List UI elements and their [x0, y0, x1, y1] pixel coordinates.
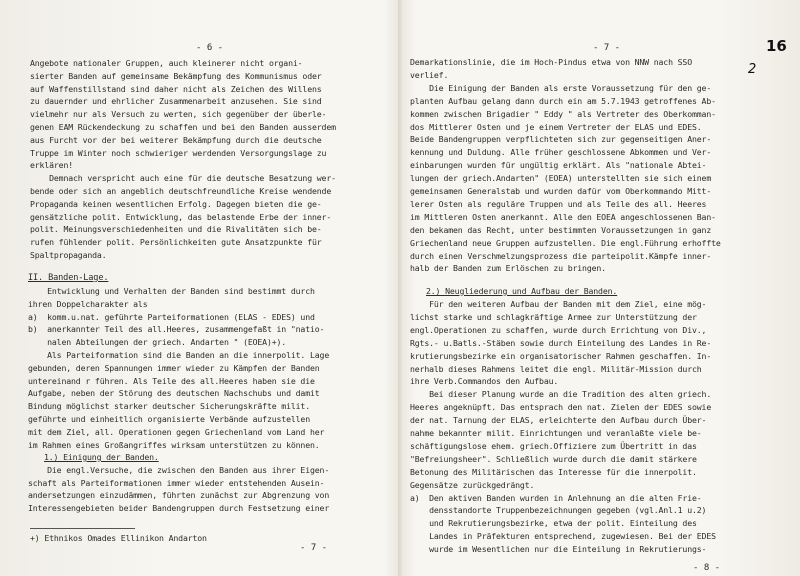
right-body-line: den bekamen das Recht, unter bestimmten Voraussetzungen in ganz [410, 224, 712, 235]
left-section-line: gebunden, deren Spannungen immer wieder zu Kämpfen der Banden [28, 362, 320, 373]
left-top-page-number: - 6 - [196, 43, 224, 53]
footnote-rule [30, 528, 135, 529]
right-body-line: im Mittleren Osten anerkannt. Alle den EOEA angeschlossenen Ban- [410, 211, 716, 222]
left-body-line: Demnach verspricht auch eine für die deutsche Besatzung wer- [30, 173, 336, 184]
right-sub-line: schäftigungslose ehem. griech.Offiziere zum Übertritt in das [410, 440, 697, 451]
right-sub-line: wurde im Wesentlichen nur die Einteilung in Rekrutierungs- [410, 544, 707, 555]
left-section-line: b) anerkannter Teil des all.Heeres, zusammengefaßt in "natio- [28, 324, 325, 335]
left-section-line: ihren Doppelcharakter als [28, 298, 148, 309]
right-top-page-number: - 7 - [593, 43, 621, 53]
right-body-line: gemeinsamen Generalstab und wurden dafür vom Oberkommando Mitt- [410, 186, 712, 196]
right-sub-line: Rgts.- u.Batls.-Stäben sowie durch Einteilung des Landes in Re- [410, 337, 712, 348]
right-body-line: lerer Osten als reguläre Truppen und als Teile des all. Heeres [410, 198, 707, 209]
left-subheading: 1.) Einigung der Banden. [44, 452, 159, 462]
right-sub-line: Für den weiteren Aufbau der Banden mit dem Ziel, eine mög- [410, 299, 707, 309]
right-sub-line: der nat. Tarnung der ELAS, erleichterte den Aufbau durch Über- [410, 415, 707, 426]
right-body-line: planten Aufbau gelang dann durch ein am 5.7.1943 getroffenes Ab- [410, 95, 716, 106]
right-body-line: verlief. [410, 69, 449, 80]
left-section-line: Entwicklung und Verhalten der Banden sind bestimmt durch [28, 286, 315, 296]
left-body-line: vielmehr nur als Versuch zu werten, sich gegenüber der überle- [30, 109, 327, 120]
left-section-line: a) komm.u.nat. geführte Parteiformationen (ELAS - EDES) und [28, 311, 315, 322]
left-section-heading: II. Banden-Lage. [28, 273, 109, 283]
left-section-line: Aufgabe, neben der Störung des deutschen Nachschubs und damit [28, 388, 320, 399]
left-body-line: rufen fühlender polit. Persönlichkeiten gute Ansatzpunkte für [30, 237, 322, 248]
right-bottom-page-number: - 8 - [693, 563, 721, 573]
right-body-line: Griechenland neue Gruppen aufzustellen. Die engl.Führung erhoffte [410, 237, 721, 248]
left-body-line: auf Waffenstillstand sind daher nicht als Zeichen des Willens [30, 83, 322, 94]
handwritten-mark: 2 [748, 62, 757, 77]
left-body-line: Angebote nationaler Gruppen, auch kleinerer nicht organi- [30, 58, 303, 68]
right-body-line: einbarungen wurden für ungültig erklärt. Als "nationale Abtei- [410, 160, 707, 171]
left-body-line: bende oder sich an angeblich deutschfreundliche Kreise wendende [30, 186, 332, 196]
right-subheading: 2.) Neugliederung und Aufbau der Banden. [426, 286, 618, 296]
handwritten-page-number: 16 [766, 37, 787, 55]
right-body-line: Demarkationslinie, die im Hoch-Pindus etwa von NNW nach SSO [410, 57, 692, 67]
right-body-line: durch einen Verschmelzungsprozess die parteipolit.Kämpfe inner- [410, 250, 712, 261]
left-body-line: aus Furcht vor der bei weiterer Bekämpfung durch die deutsche [30, 134, 322, 145]
left-section-line: untereinand r führen. Als Teile des all.Heeres haben sie die [28, 375, 315, 386]
right-page [400, 0, 800, 576]
left-section-line: mit dem Ziel, all. Operationen gegen Griechenland vom Land her [28, 426, 325, 437]
right-body-line: dos Mittlerer Osten und je einem Vertreter der ELAS und EDES. [410, 121, 702, 132]
left-sub-line: Die engl.Versuche, die zwischen den Banden aus ihrer Eigen- [28, 465, 330, 475]
right-sub-line: Betonung des Militärischen das Interesse für die innerpolit. [410, 466, 697, 477]
left-sub-line: Interessengebieten beider Bandengruppen durch Festsetzung einer [28, 502, 330, 513]
right-sub-line: lichst starke und schlagkräftige Armee zur Unterstützung der [410, 311, 697, 322]
left-section-line: nalen Abteilungen der griech. Andarten " (EOEA)+). [28, 337, 287, 348]
left-sub-line: andersetzungen einzudämmen, führten zunächst zur Abgrenzung von [28, 490, 330, 501]
right-sub-line: Landes in Präfekturen entsprechend, zugewiesen. Bei der EDES [410, 531, 716, 542]
left-section-line: im Rahmen eines Großangriffes wirksam unterstützen zu können. [28, 439, 320, 450]
right-sub-line: nahme bekannter milit. Einrichtungen und veranlaßte viele be- [410, 428, 702, 438]
right-sub-line: ihre Verb.Commandos den Aufbau. [410, 376, 559, 387]
right-body-line: kennung und Duldung. Alle früher geschlossene Abkommen und Ver- [410, 147, 712, 158]
left-body-line: Spaltpropaganda. [30, 250, 107, 260]
right-sub-line: und Rekrutierungsbezirke, etwa der polit. Einteilung des [410, 518, 697, 529]
right-body-line: lungen der griech.Andarten" (EOEA) unterstellten sie sich einem [410, 173, 712, 184]
left-body-line: polit. Meinungsverschiedenheiten und die Rivalitäten sich be- [30, 224, 322, 235]
left-body-line: genen EAM Rückendeckung zu schaffen und bei den Banden ausserdem [30, 122, 336, 132]
left-body-line: zu dauernder und ehrlicher Zusammenarbeit anzusehen. Sie sind [30, 96, 322, 107]
right-sub-line: Bei dieser Planung wurde an die Tradition des alten griech. [410, 389, 712, 400]
left-body-line: Truppe im Winter noch schwieriger werdenden Versorgungslage zu [30, 147, 327, 158]
right-body-line: halb der Banden zum Erlöschen zu bringen. [410, 263, 606, 274]
right-sub-line: nerhalb dieses Rahmens leitet die engl. Militär-Mission durch [410, 363, 702, 374]
left-body-line: sierter Banden auf gemeinsame Bekämpfung des Kommunismus oder [30, 70, 322, 81]
left-body-line: erklären! [30, 160, 74, 171]
right-sub-line: a) Den aktiven Banden wurden in Anlehnung an die alten Frie- [410, 492, 702, 503]
right-sub-line: densstandorte Truppenbezeichnungen gegeben (vgl.Anl.1 u.2) [410, 505, 707, 516]
right-body-line: kommen zwischen Brigadier " Eddy " als Vertreter des Oberkomman- [410, 108, 716, 119]
right-sub-line: "Befreiungsheer". Schließlich wurde durch die damit stärkere [410, 453, 697, 464]
right-sub-line: engl.Operationen zu schaffen, wurde durch Errichtung von Div., [410, 324, 707, 335]
right-sub-line: krutierungsbezirke ein organisatorischer Rahmen geschaffen. In- [410, 350, 712, 361]
left-body-line: gensätzliche polit. Entwicklung, das belastende Erbe der inner- [30, 211, 332, 222]
right-sub-line: Gegensätze zurückgedrängt. [410, 479, 535, 490]
right-body-line: Beide Bandengruppen verpflichteten sich zur gegenseitigen Aner- [410, 134, 712, 145]
left-section-line: geführte und einheitlich organisierte Verbände aufzustellen [28, 414, 310, 424]
left-body-line: Propaganda keinen wesentlichen Erfolg. Dagegen bieten die ge- [30, 198, 322, 209]
left-section-line: Als Parteiformation sind die Banden an die innerpolit. Lage [28, 350, 330, 360]
left-sub-line: schaft als Parteiformationen immer wieder entstehenden Ausein- [28, 477, 325, 488]
right-body-line: Die Einigung der Banden als erste Voraussetzung für den ge- [410, 82, 712, 93]
left-footnote: +) Ethnikos Omades Ellinikon Andarton [30, 533, 207, 543]
right-sub-line: Heeres angeknüpft. Das entsprach den nat. Zielen der EDES sowie [410, 402, 712, 413]
left-bottom-page-number: - 7 - [300, 543, 328, 553]
left-section-line: Bindung möglichst starker deutscher Sicherungskräfte milit. [28, 401, 310, 412]
